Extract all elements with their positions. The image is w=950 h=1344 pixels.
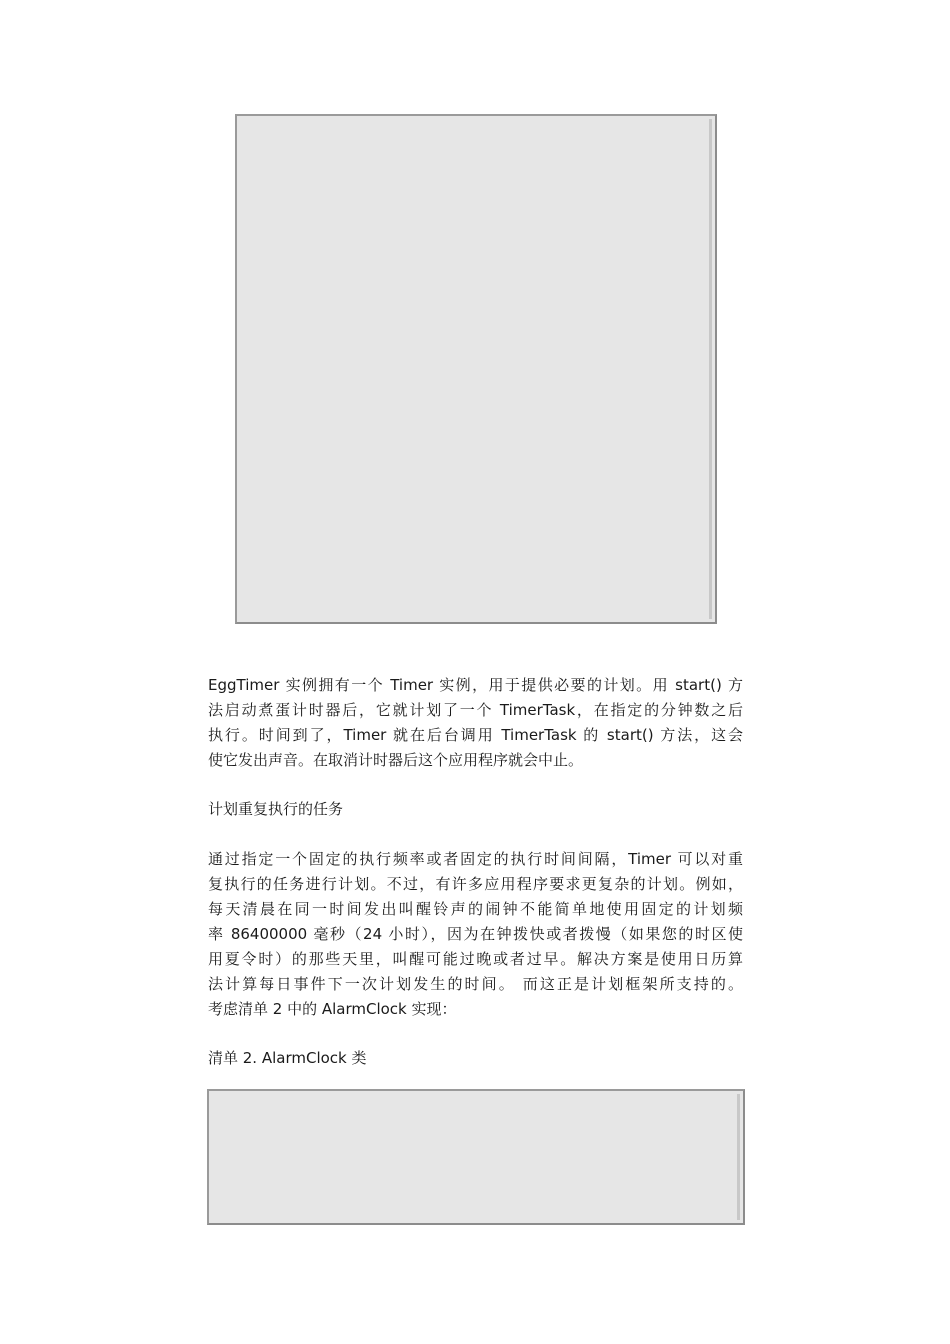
paragraph-line: 执行。时间到了，Timer 就在后台调用 TimerTask 的 start() 方法，这会	[208, 726, 743, 744]
paragraph-line: 考虑清单 2 中的 AlarmClock 实现：	[208, 1000, 457, 1018]
code-listing-1	[235, 114, 717, 624]
paragraph-line: 用夏令时）的那些天里，叫醒可能过晚或者过早。解决方案是使用日历算	[208, 950, 743, 968]
paragraph-line: 使它发出声音。在取消计时器后这个应用程序就会中止。	[208, 751, 584, 769]
code-listing-2	[207, 1089, 745, 1225]
paragraph-line: 法启动煮蛋计时器后，它就计划了一个 TimerTask，在指定的分钟数之后	[208, 701, 743, 719]
paragraph-line: 复执行的任务进行计划。不过，有许多应用程序要求更复杂的计划。例如，	[208, 875, 743, 893]
paragraph-line: EggTimer 实例拥有一个 Timer 实例，用于提供必要的计划。用 start() 方	[208, 676, 743, 694]
paragraph-repeated-tasks	[208, 847, 743, 1022]
paragraph-line: 率 86400000 毫秒（24 小时），因为在钟拨快或者拨慢（如果您的时区使	[208, 925, 743, 943]
paragraph-line: 每天清晨在同一时间发出叫醒铃声的闹钟不能简单地使用固定的计划频	[208, 900, 743, 918]
paragraph-line: 法计算每日事件下一次计划发生的时间。 而这正是计划框架所支持的。	[208, 975, 743, 993]
paragraph-line: 通过指定一个固定的执行频率或者固定的执行时间间隔，Timer 可以对重	[208, 850, 743, 868]
section-heading: 计划重复执行的任务	[208, 800, 344, 818]
paragraph-eggtimer	[208, 673, 743, 773]
listing-caption: 清单 2. AlarmClock 类	[208, 1049, 367, 1067]
